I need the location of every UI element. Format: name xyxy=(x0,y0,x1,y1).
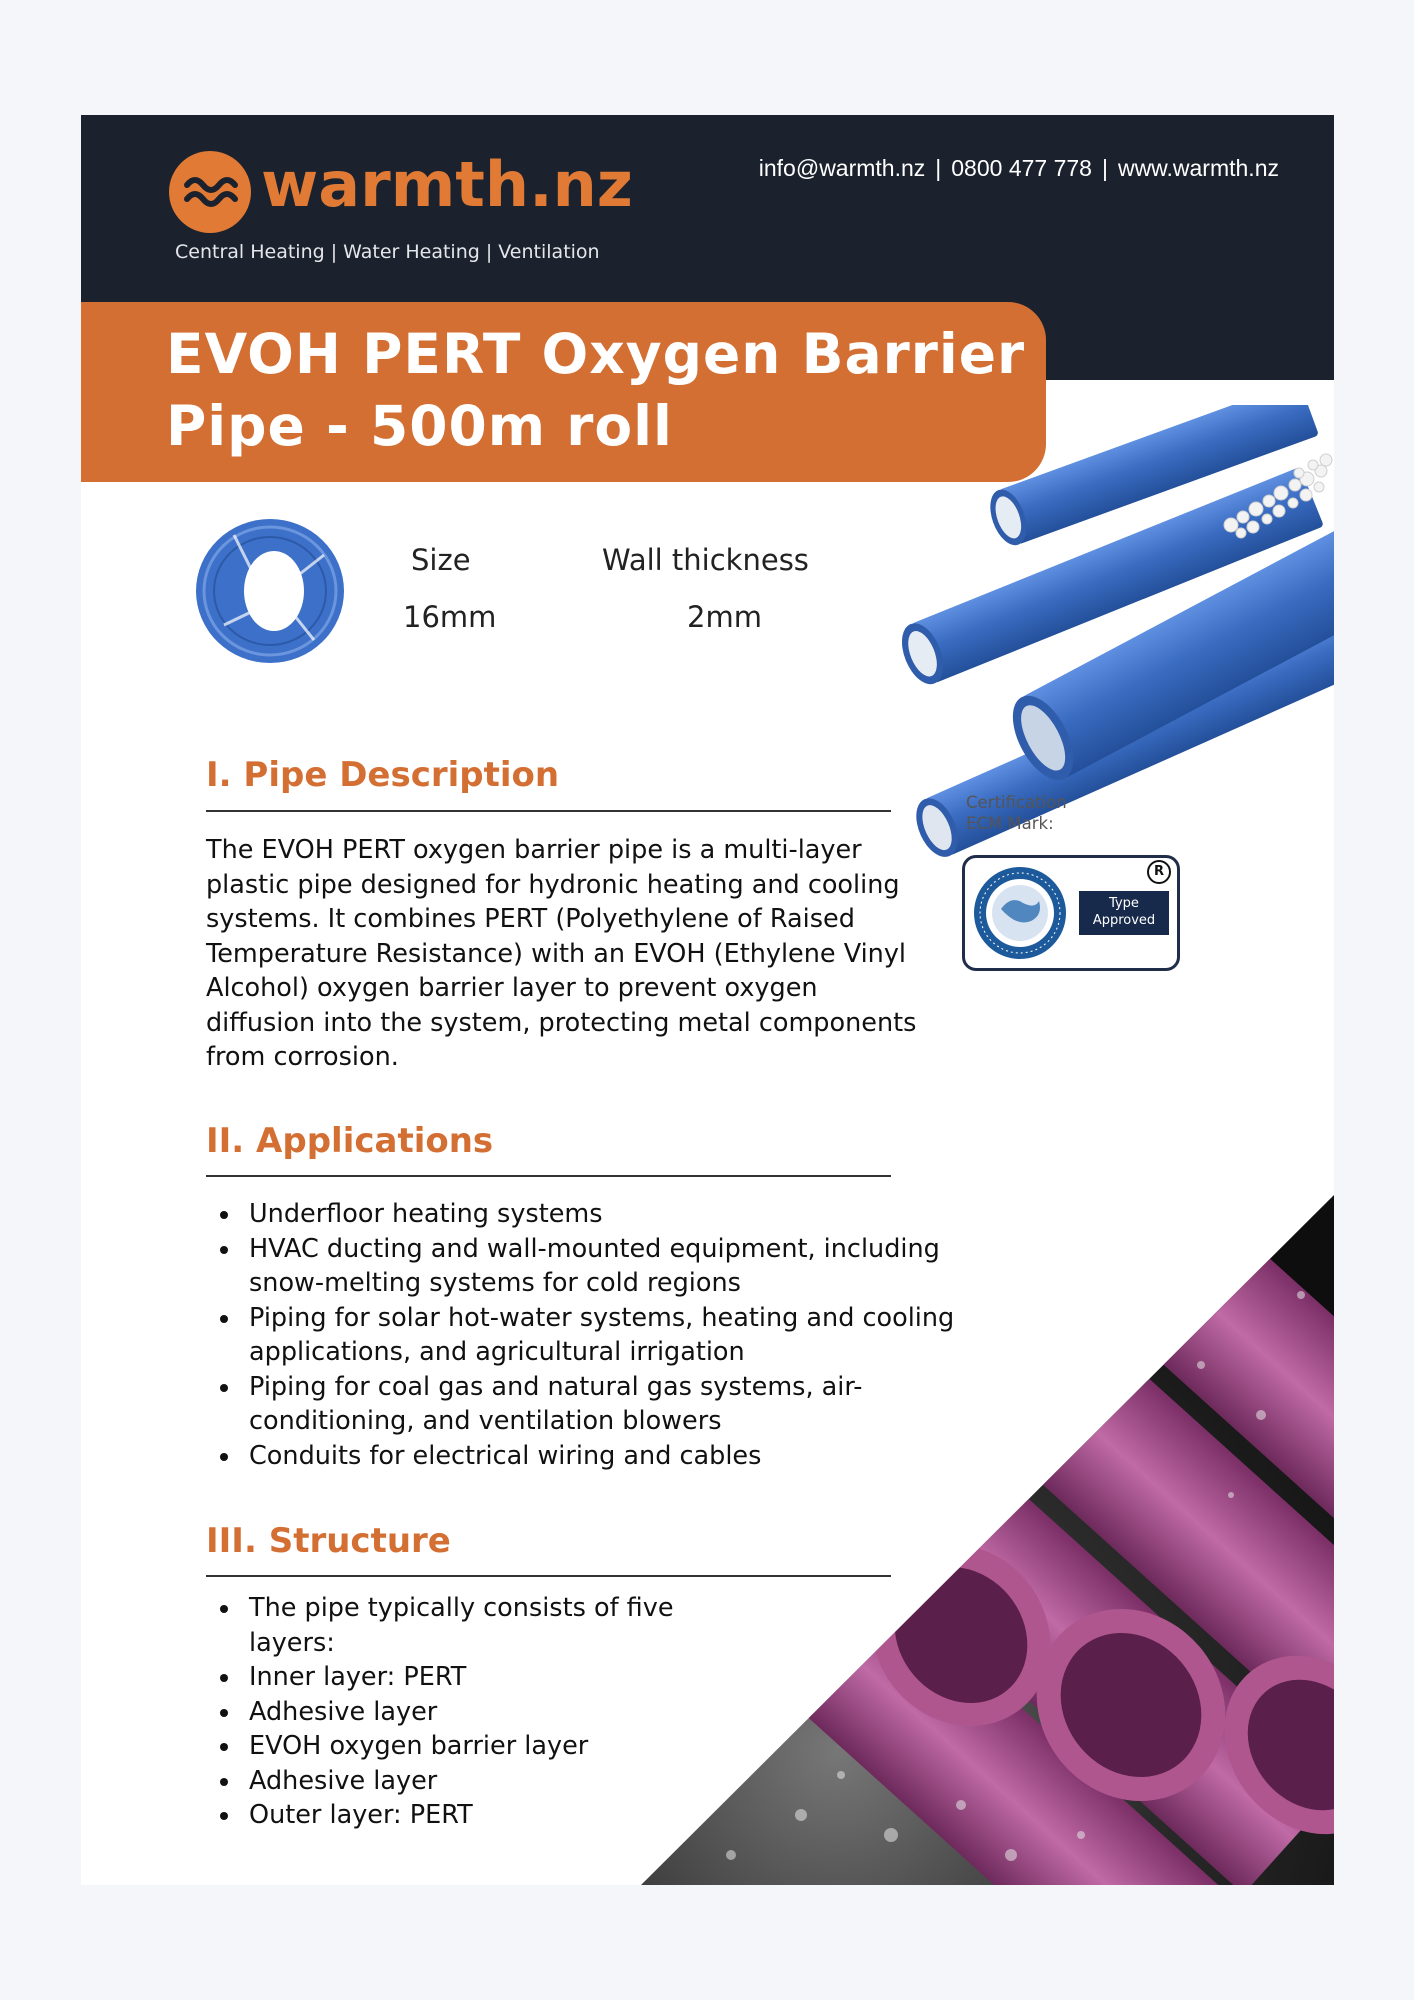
ecm-seal-icon xyxy=(971,864,1069,962)
tagline: Central Heating | Water Heating | Ventilation xyxy=(175,241,600,263)
contact-separator: | xyxy=(1101,155,1108,181)
title-line-1: EVOH PERT Oxygen Barrier xyxy=(166,322,1026,386)
page-title xyxy=(166,318,1025,462)
title-line-2: Pipe - 500m roll xyxy=(166,394,673,458)
size-label: Size xyxy=(411,543,471,577)
registered-mark-icon: R xyxy=(1147,860,1171,884)
list-item: Conduits for electrical wiring and cables xyxy=(206,1439,966,1474)
logo-text: warmth.nz xyxy=(261,148,633,221)
wall-thickness-label: Wall thickness xyxy=(602,543,809,577)
section-heading-description: I. Pipe Description xyxy=(206,755,560,795)
size-value: 16mm xyxy=(403,600,497,634)
contact-info xyxy=(759,155,1279,182)
ecm-certification-badge xyxy=(962,855,1180,971)
logo-wave-icon xyxy=(169,151,251,233)
phone-link[interactable]: 0800 477 778 xyxy=(951,155,1092,181)
list-item: Underfloor heating systems xyxy=(206,1197,966,1232)
datasheet-page xyxy=(81,115,1334,1885)
structure-list xyxy=(206,1591,686,1833)
list-item: EVOH oxygen barrier layer xyxy=(206,1729,686,1764)
website-link[interactable]: www.warmth.nz xyxy=(1117,155,1279,181)
certification-label xyxy=(966,792,1067,834)
applications-list xyxy=(206,1197,966,1473)
wall-thickness-value: 2mm xyxy=(687,600,762,634)
type-approved-line-2: Approved xyxy=(1092,913,1156,928)
list-item: Outer layer: PERT xyxy=(206,1798,686,1833)
type-approved-label xyxy=(1079,891,1169,935)
list-item: Adhesive layer xyxy=(206,1695,686,1730)
type-approved-line-1: Type xyxy=(1109,896,1139,911)
section-heading-applications: II. Applications xyxy=(206,1121,494,1161)
section-divider xyxy=(206,810,891,812)
list-item: Piping for coal gas and natural gas systems, air-conditioning, and ventilation blowers xyxy=(206,1370,966,1439)
list-item: HVAC ducting and wall-mounted equipment, including snow-melting systems for cold regions xyxy=(206,1232,966,1301)
email-link[interactable]: info@warmth.nz xyxy=(758,155,926,181)
section-divider xyxy=(206,1175,891,1177)
section-heading-structure: III. Structure xyxy=(206,1521,451,1561)
list-item: Inner layer: PERT xyxy=(206,1660,686,1695)
section-divider xyxy=(206,1575,891,1577)
description-text: The EVOH PERT oxygen barrier pipe is a multi-layer plastic pipe designed for hydronic heating and cooling systems. It combines PERT (Polyethylene of Raised Temperature Resistance) with an EVOH (Ethylene Vinyl Alcohol) oxygen barrier layer to prevent oxygen diffusion into the system, protecting metal components from corrosion. xyxy=(206,835,917,1072)
pipe-coil-image xyxy=(194,515,346,667)
certification-label-line-1: Certification xyxy=(966,793,1067,812)
list-item: Piping for solar hot-water systems, heating and cooling applications, and agricultural irrigation xyxy=(206,1301,966,1370)
certification-label-line-2: ECM Mark: xyxy=(966,814,1054,833)
list-item: The pipe typically consists of five layers: xyxy=(206,1591,686,1660)
list-item: Adhesive layer xyxy=(206,1764,686,1799)
title-banner xyxy=(81,302,1046,482)
contact-separator: | xyxy=(935,155,942,181)
